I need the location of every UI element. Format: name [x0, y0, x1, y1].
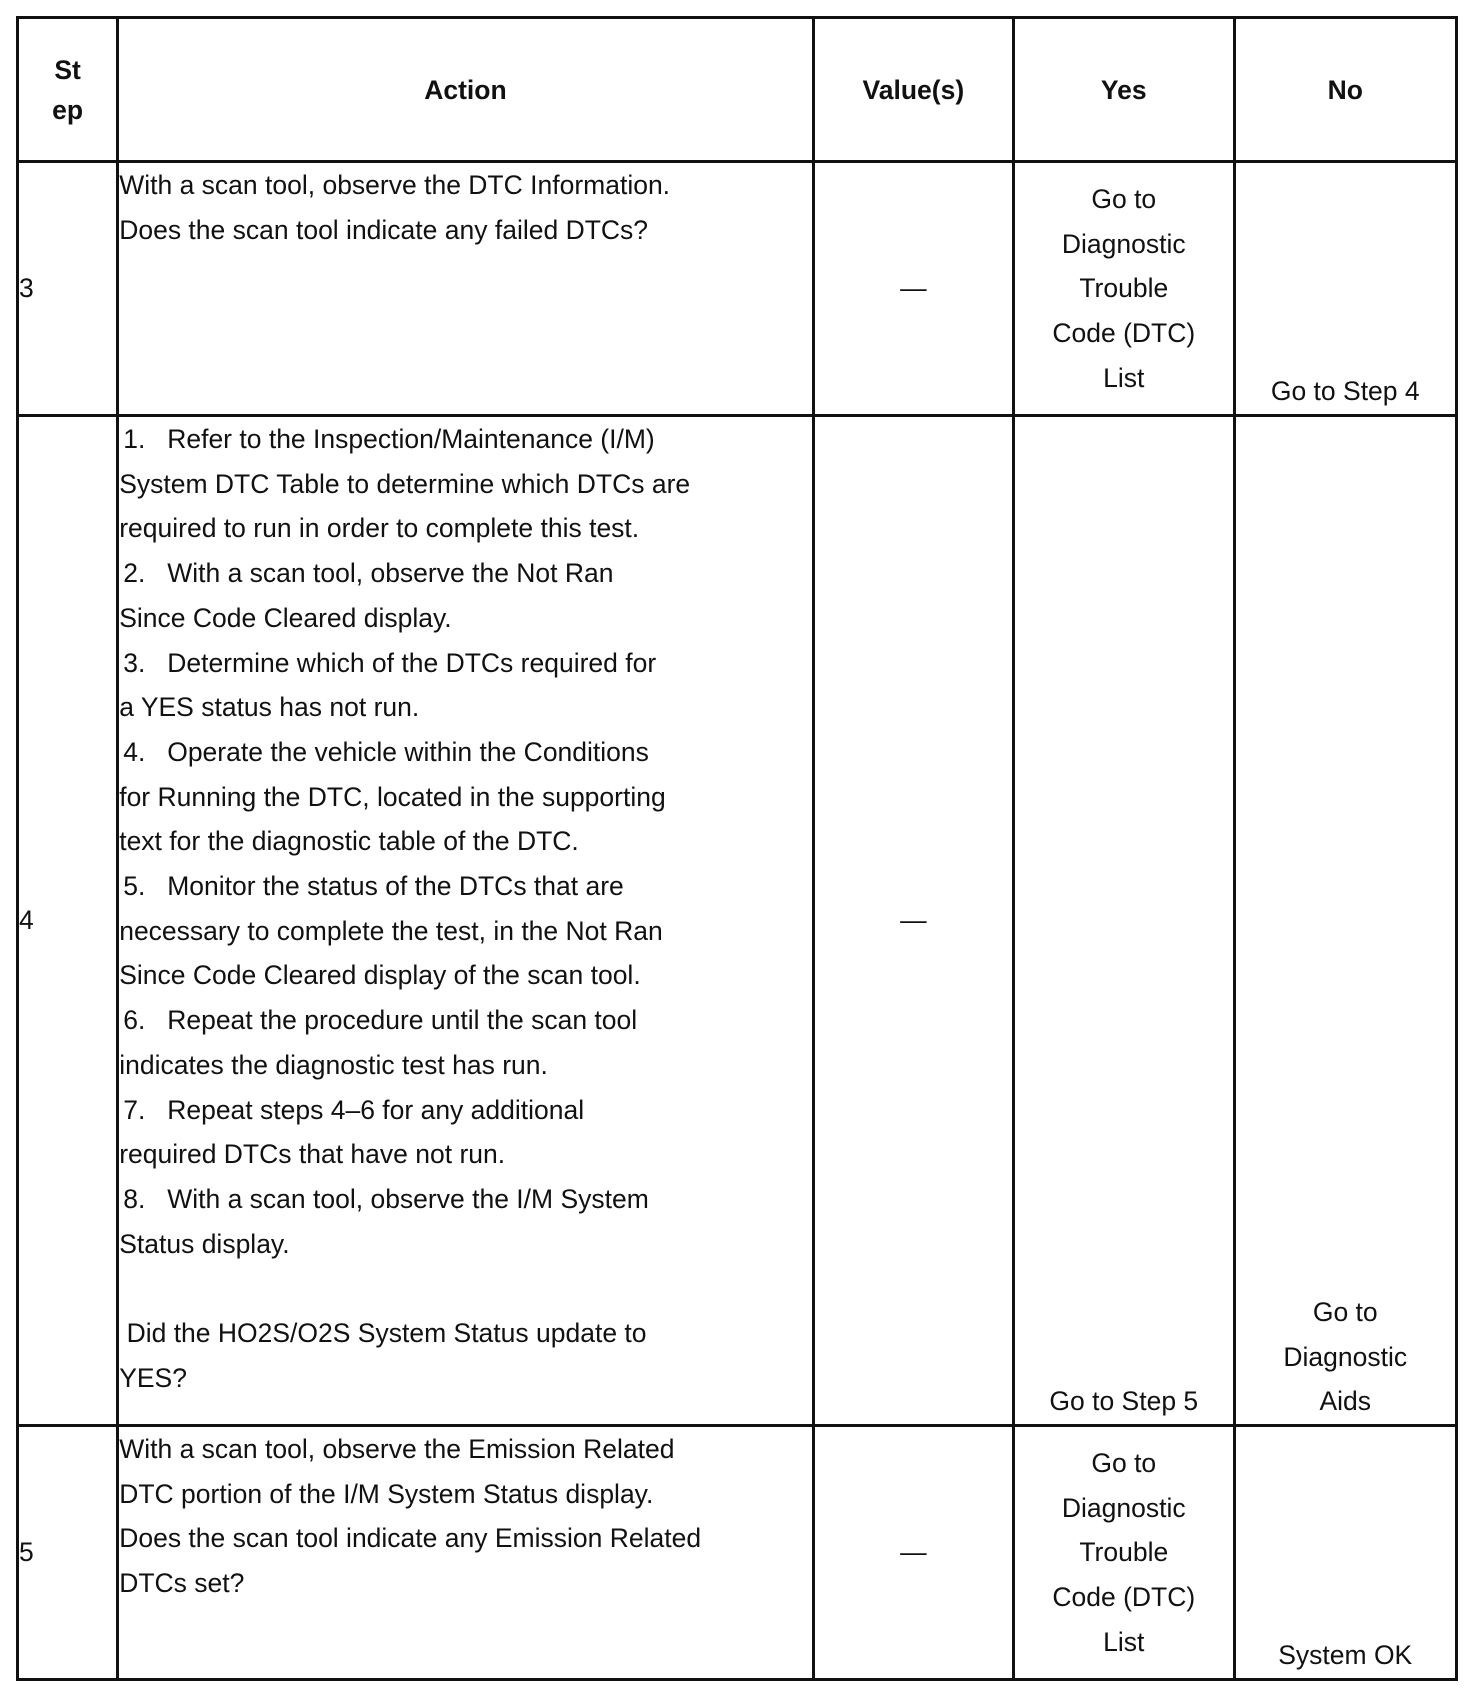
yes-line: List — [1103, 1626, 1145, 1657]
values-cell: — — [813, 162, 1013, 416]
no-line: Diagnostic — [1283, 1341, 1408, 1372]
action-item-line — [119, 1177, 811, 1222]
spacer — [119, 1266, 811, 1311]
question-line: YES? — [119, 1362, 187, 1393]
table-row-step-5 — [18, 1426, 1457, 1680]
step-number: 4 — [18, 416, 118, 1426]
action-item-line — [119, 730, 811, 775]
item-text: With a scan tool, observe the I/M System — [167, 1183, 649, 1214]
item-text: With a scan tool, observe the Not Ran — [167, 558, 614, 589]
action-item-line — [119, 551, 811, 596]
yes-line: List — [1103, 362, 1145, 393]
action-line: With a scan tool, observe the DTC Information. — [119, 170, 671, 200]
no-cell — [1234, 416, 1457, 1426]
item-text: Repeat steps 4–6 for any additional — [167, 1094, 585, 1125]
action-cell — [118, 1426, 813, 1680]
action-line: DTC portion of the I/M System Status display. — [119, 1478, 654, 1509]
item-number: 6. — [123, 1005, 146, 1036]
yes-line: Trouble — [1079, 273, 1169, 304]
no-cell — [1234, 162, 1457, 416]
action-cell — [118, 416, 813, 1426]
yes-line: Go to — [1091, 184, 1157, 214]
no-line: Aids — [1319, 1386, 1372, 1417]
yes-line: Go to — [1091, 1448, 1157, 1478]
question-line: Did the HO2S/O2S System Status update to — [119, 1318, 647, 1349]
item-number: 4. — [123, 736, 146, 767]
yes-line: Go to Step 5 — [1049, 1386, 1199, 1417]
header-yes: Yes — [1014, 18, 1234, 162]
header-row — [18, 18, 1457, 162]
action-line: necessary to complete the test, in the Not Ran — [119, 915, 663, 946]
no-cell — [1234, 1426, 1457, 1680]
action-line: Since Code Cleared display. — [119, 602, 452, 633]
action-line: indicates the diagnostic test has run. — [119, 1049, 548, 1080]
action-item-line — [119, 641, 811, 686]
yes-cell — [1014, 1426, 1234, 1680]
action-item-line — [119, 1088, 811, 1133]
item-number: 5. — [123, 871, 146, 902]
item-text: Determine which of the DTCs required for — [167, 647, 657, 678]
action-item-line — [119, 864, 811, 909]
yes-cell — [1014, 162, 1234, 416]
header-step-line: St — [54, 54, 81, 85]
yes-line: Diagnostic — [1061, 228, 1186, 259]
step-number: 5 — [18, 1426, 118, 1680]
yes-line: Code (DTC) — [1052, 318, 1196, 349]
item-number: 7. — [123, 1094, 146, 1125]
action-line: System DTC Table to determine which DTCs are — [119, 468, 691, 499]
action-line: a YES status has not run. — [119, 692, 420, 723]
item-number: 1. — [123, 424, 146, 454]
header-step-line: ep — [52, 94, 84, 125]
action-line: DTCs set? — [119, 1568, 245, 1599]
header-values: Value(s) — [813, 18, 1013, 162]
item-text: Refer to the Inspection/Maintenance (I/M) — [167, 424, 655, 454]
action-line: With a scan tool, observe the Emission Related — [119, 1434, 675, 1464]
yes-line: Code (DTC) — [1052, 1582, 1196, 1613]
action-line: required DTCs that have not run. — [119, 1139, 506, 1170]
values-cell: — — [813, 1426, 1013, 1680]
item-number: 8. — [123, 1183, 146, 1214]
yes-line: Trouble — [1079, 1537, 1169, 1568]
item-number: 2. — [123, 558, 146, 589]
action-cell — [118, 162, 813, 416]
values-cell: — — [813, 416, 1013, 1426]
yes-line: Diagnostic — [1061, 1492, 1186, 1523]
action-line: Status display. — [119, 1228, 290, 1259]
action-line: Does the scan tool indicate any failed DTCs? — [119, 214, 649, 245]
header-no: No — [1234, 18, 1457, 162]
action-item-line — [119, 417, 811, 462]
item-text: Monitor the status of the DTCs that are — [167, 871, 624, 902]
action-line: required to run in order to complete this test. — [119, 513, 640, 544]
table-row-step-4 — [18, 416, 1457, 1426]
item-text: Repeat the procedure until the scan tool — [167, 1005, 638, 1036]
no-line: System OK — [1278, 1640, 1413, 1671]
action-line: text for the diagnostic table of the DTC. — [119, 826, 579, 857]
item-text: Operate the vehicle within the Conditions — [167, 736, 649, 767]
action-line: for Running the DTC, located in the supporting — [119, 781, 666, 812]
action-line: Since Code Cleared display of the scan tool. — [119, 960, 641, 991]
header-step — [18, 18, 118, 162]
item-number: 3. — [123, 647, 146, 678]
action-line: Does the scan tool indicate any Emission Related — [119, 1523, 702, 1554]
action-item-line — [119, 998, 811, 1043]
yes-cell — [1014, 416, 1234, 1426]
step-number: 3 — [18, 162, 118, 416]
diagnostic-table — [16, 16, 1458, 1681]
no-line: Go to — [1312, 1296, 1378, 1327]
header-action: Action — [118, 18, 813, 162]
no-line: Go to Step 4 — [1270, 376, 1420, 407]
table-row-step-3 — [18, 162, 1457, 416]
